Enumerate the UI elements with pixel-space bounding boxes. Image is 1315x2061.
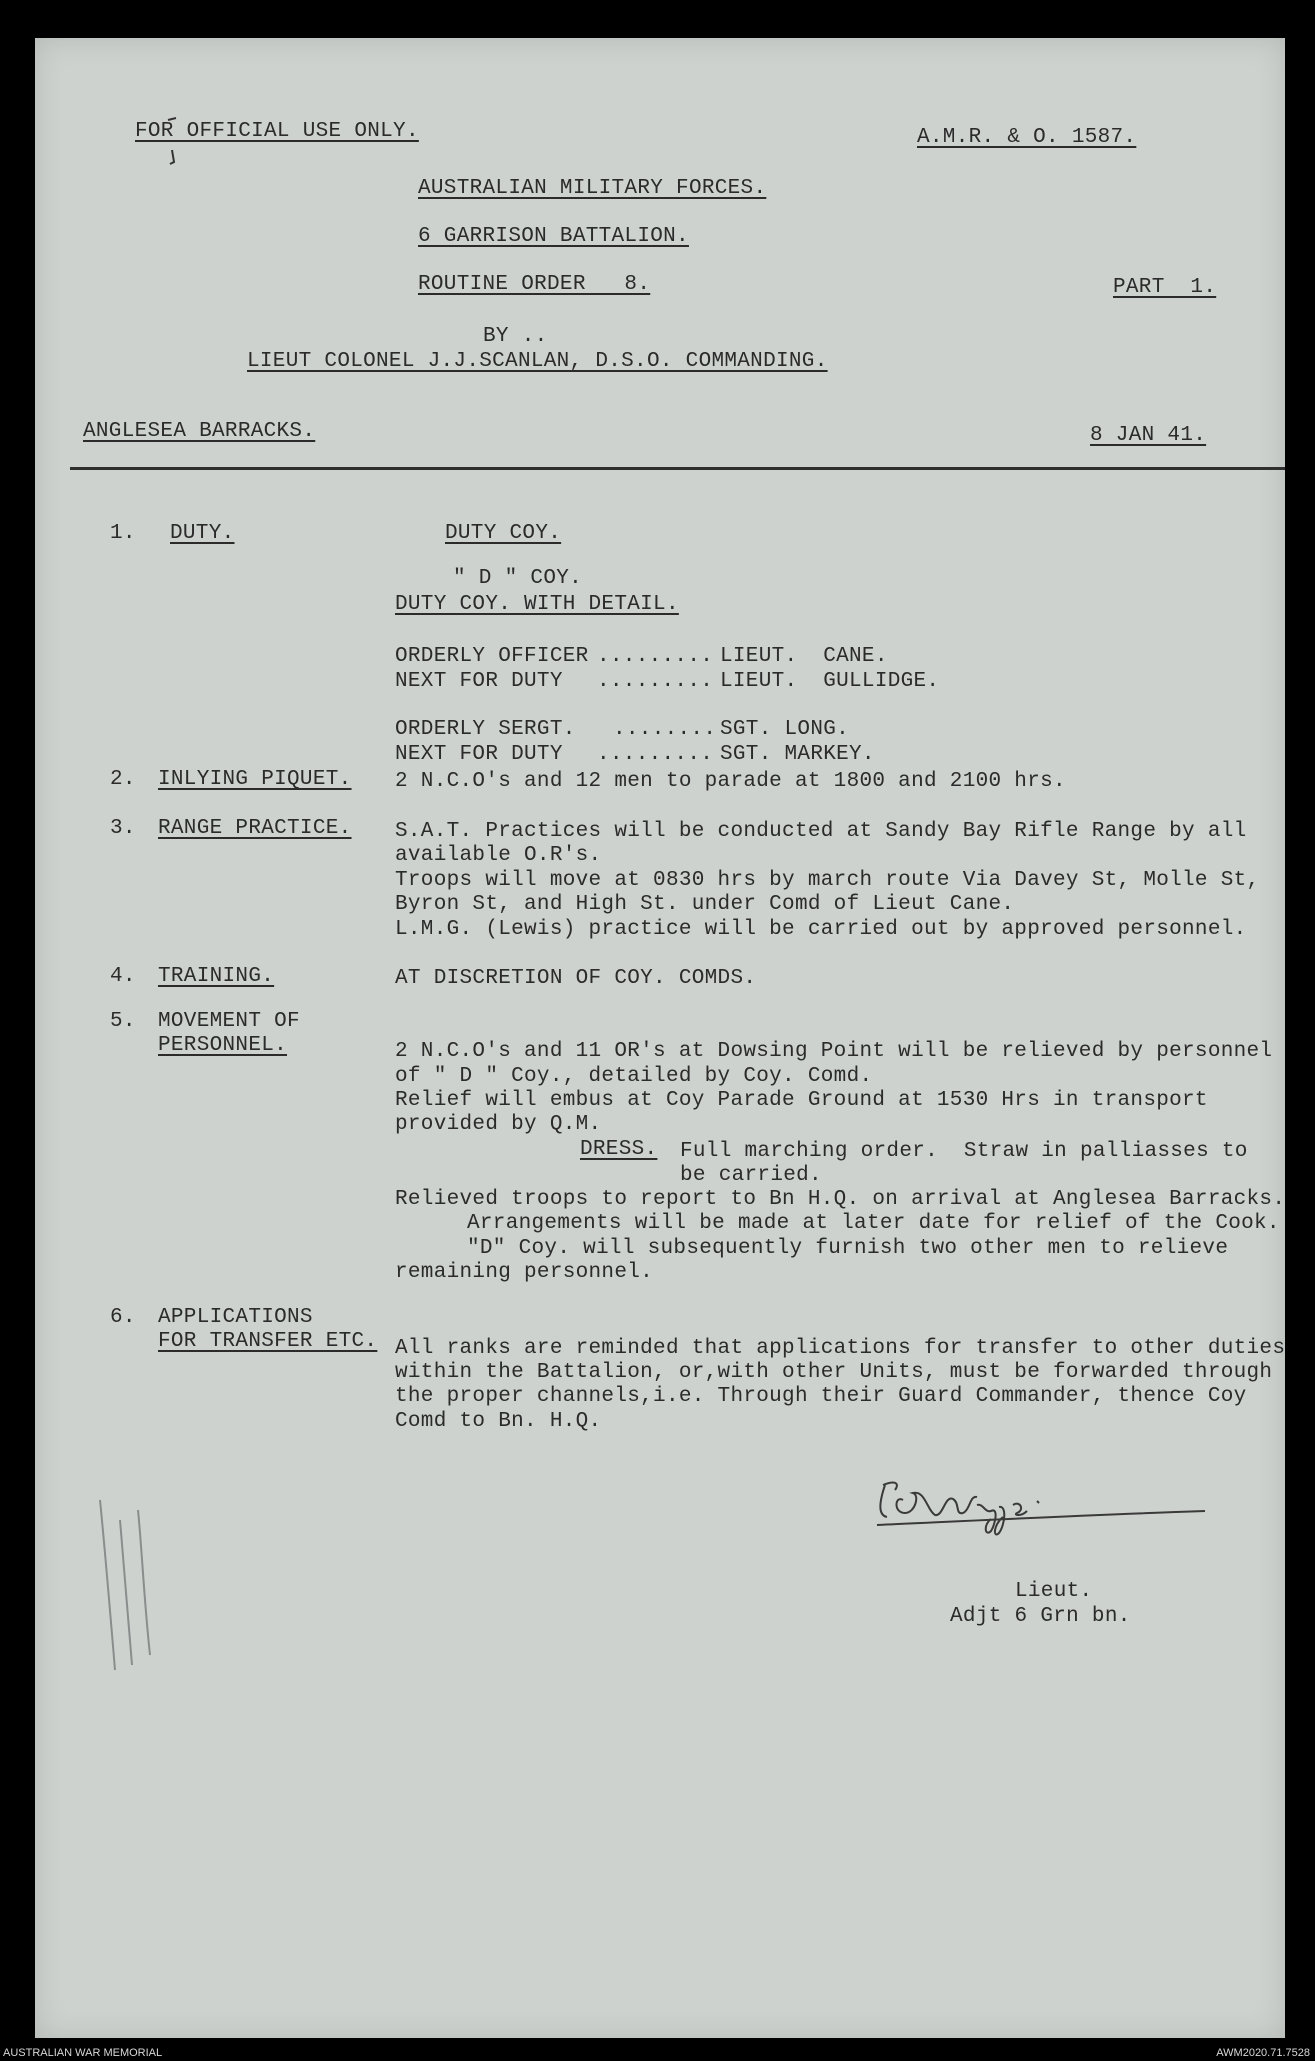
dress-label: DRESS. — [580, 1138, 658, 1161]
duty-coy-heading: DUTY COY. — [445, 522, 562, 545]
pencil-mark — [80, 1490, 160, 1680]
item-heading: TRAINING. — [158, 965, 275, 988]
dress-text: Full marching order. Straw in palliasses to — [680, 1140, 1248, 1163]
item-number: 5. — [110, 1010, 136, 1033]
item-text: of " D " Coy., detailed by Coy. Comd. — [395, 1065, 873, 1088]
duty-role: NEXT FOR DUTY — [395, 743, 563, 766]
item-text: 2 N.C.O's and 11 OR's at Dowsing Point will be relieved by personnel — [395, 1040, 1273, 1063]
ink-mark — [150, 110, 190, 170]
footer-left-label: AUSTRALIAN WAR MEMORIAL — [3, 2047, 163, 2059]
duty-company: " D " COY. — [453, 567, 583, 590]
duty-dots: ......... — [597, 670, 714, 693]
reference-number: A.M.R. & O. 1587. — [917, 126, 1137, 149]
part-label: PART 1. — [1113, 276, 1217, 299]
official-use-label: FOR OFFICIAL USE ONLY. — [135, 120, 419, 143]
item-text: the proper channels,i.e. Through their Guard Commander, thence Coy — [395, 1385, 1247, 1408]
duty-role: ORDERLY OFFICER — [395, 645, 589, 668]
header-divider — [70, 467, 1285, 470]
item-text: 2 N.C.O's and 12 men to parade at 1800 and 2100 hrs. — [395, 770, 1066, 793]
handwritten-signature — [865, 1455, 1225, 1545]
item-number: 1. — [110, 522, 136, 545]
item-number: 6. — [110, 1306, 136, 1329]
item-heading: FOR TRANSFER ETC. — [158, 1330, 378, 1353]
commanding-officer: LIEUT COLONEL J.J.SCANLAN, D.S.O. COMMANDING. — [247, 350, 828, 373]
duty-dots: ......... — [597, 743, 714, 766]
item-text: available O.R's. — [395, 844, 602, 867]
item-text: Comd to Bn. H.Q. — [395, 1410, 602, 1433]
item-heading: INLYING PIQUET. — [158, 768, 352, 791]
duty-detail-heading: DUTY COY. WITH DETAIL. — [395, 593, 679, 616]
item-text: within the Battalion, or,with other Units, must be forwarded through — [395, 1361, 1273, 1384]
duty-name: SGT. MARKEY. — [720, 743, 875, 766]
forces-title: AUSTRALIAN MILITARY FORCES. — [418, 177, 767, 200]
duty-name: LIEUT. CANE. — [720, 645, 888, 668]
item-text: Relief will embus at Coy Parade Ground at 1530 Hrs in transport — [395, 1089, 1208, 1112]
signatory-position: Adjt 6 Grn bn. — [950, 1605, 1131, 1628]
item-heading: APPLICATIONS — [158, 1306, 313, 1329]
item-heading: PERSONNEL. — [158, 1034, 288, 1057]
duty-role: NEXT FOR DUTY — [395, 670, 563, 693]
battalion-title: 6 GARRISON BATTALION. — [418, 225, 689, 248]
footer-right-label: AWM2020.71.7528 — [1216, 2047, 1310, 2059]
date-label: 8 JAN 41. — [1090, 424, 1207, 447]
item-text: AT DISCRETION OF COY. COMDS. — [395, 967, 757, 990]
item-number: 4. — [110, 965, 136, 988]
item-heading: MOVEMENT OF — [158, 1010, 300, 1033]
duty-role: ORDERLY SERGT. — [395, 718, 576, 741]
item-number: 2. — [110, 768, 136, 791]
item-heading: DUTY. — [170, 522, 235, 545]
location-label: ANGLESEA BARRACKS. — [83, 420, 316, 443]
item-text: remaining personnel. — [395, 1261, 654, 1284]
duty-name: SGT. LONG. — [720, 718, 850, 741]
item-heading: RANGE PRACTICE. — [158, 817, 352, 840]
item-text: L.M.G. (Lewis) practice will be carried out by approved personnel. — [395, 918, 1247, 941]
routine-order-title: ROUTINE ORDER 8. — [418, 273, 651, 296]
item-text: S.A.T. Practices will be conducted at Sandy Bay Rifle Range by all — [395, 820, 1247, 843]
item-text: All ranks are reminded that applications for transfer to other duties — [395, 1337, 1286, 1360]
by-label: BY .. — [483, 325, 548, 348]
item-text: Relieved troops to report to Bn H.Q. on arrival at Anglesea Barracks. — [395, 1188, 1286, 1211]
duty-dots: ........ — [613, 718, 717, 741]
signatory-rank: Lieut. — [1015, 1580, 1093, 1603]
duty-name: LIEUT. GULLIDGE. — [720, 670, 940, 693]
item-text: provided by Q.M. — [395, 1113, 602, 1136]
item-text: Troops will move at 0830 hrs by march route Via Davey St, Molle St, — [395, 869, 1260, 892]
item-text: Byron St, and High St. under Comd of Lieut Cane. — [395, 893, 1015, 916]
item-number: 3. — [110, 817, 136, 840]
item-text: Arrangements will be made at later date for relief of the Cook. — [467, 1212, 1280, 1235]
item-text: "D" Coy. will subsequently furnish two other men to relieve — [467, 1237, 1229, 1260]
dress-text: be carried. — [680, 1164, 822, 1187]
duty-dots: ......... — [597, 645, 714, 668]
